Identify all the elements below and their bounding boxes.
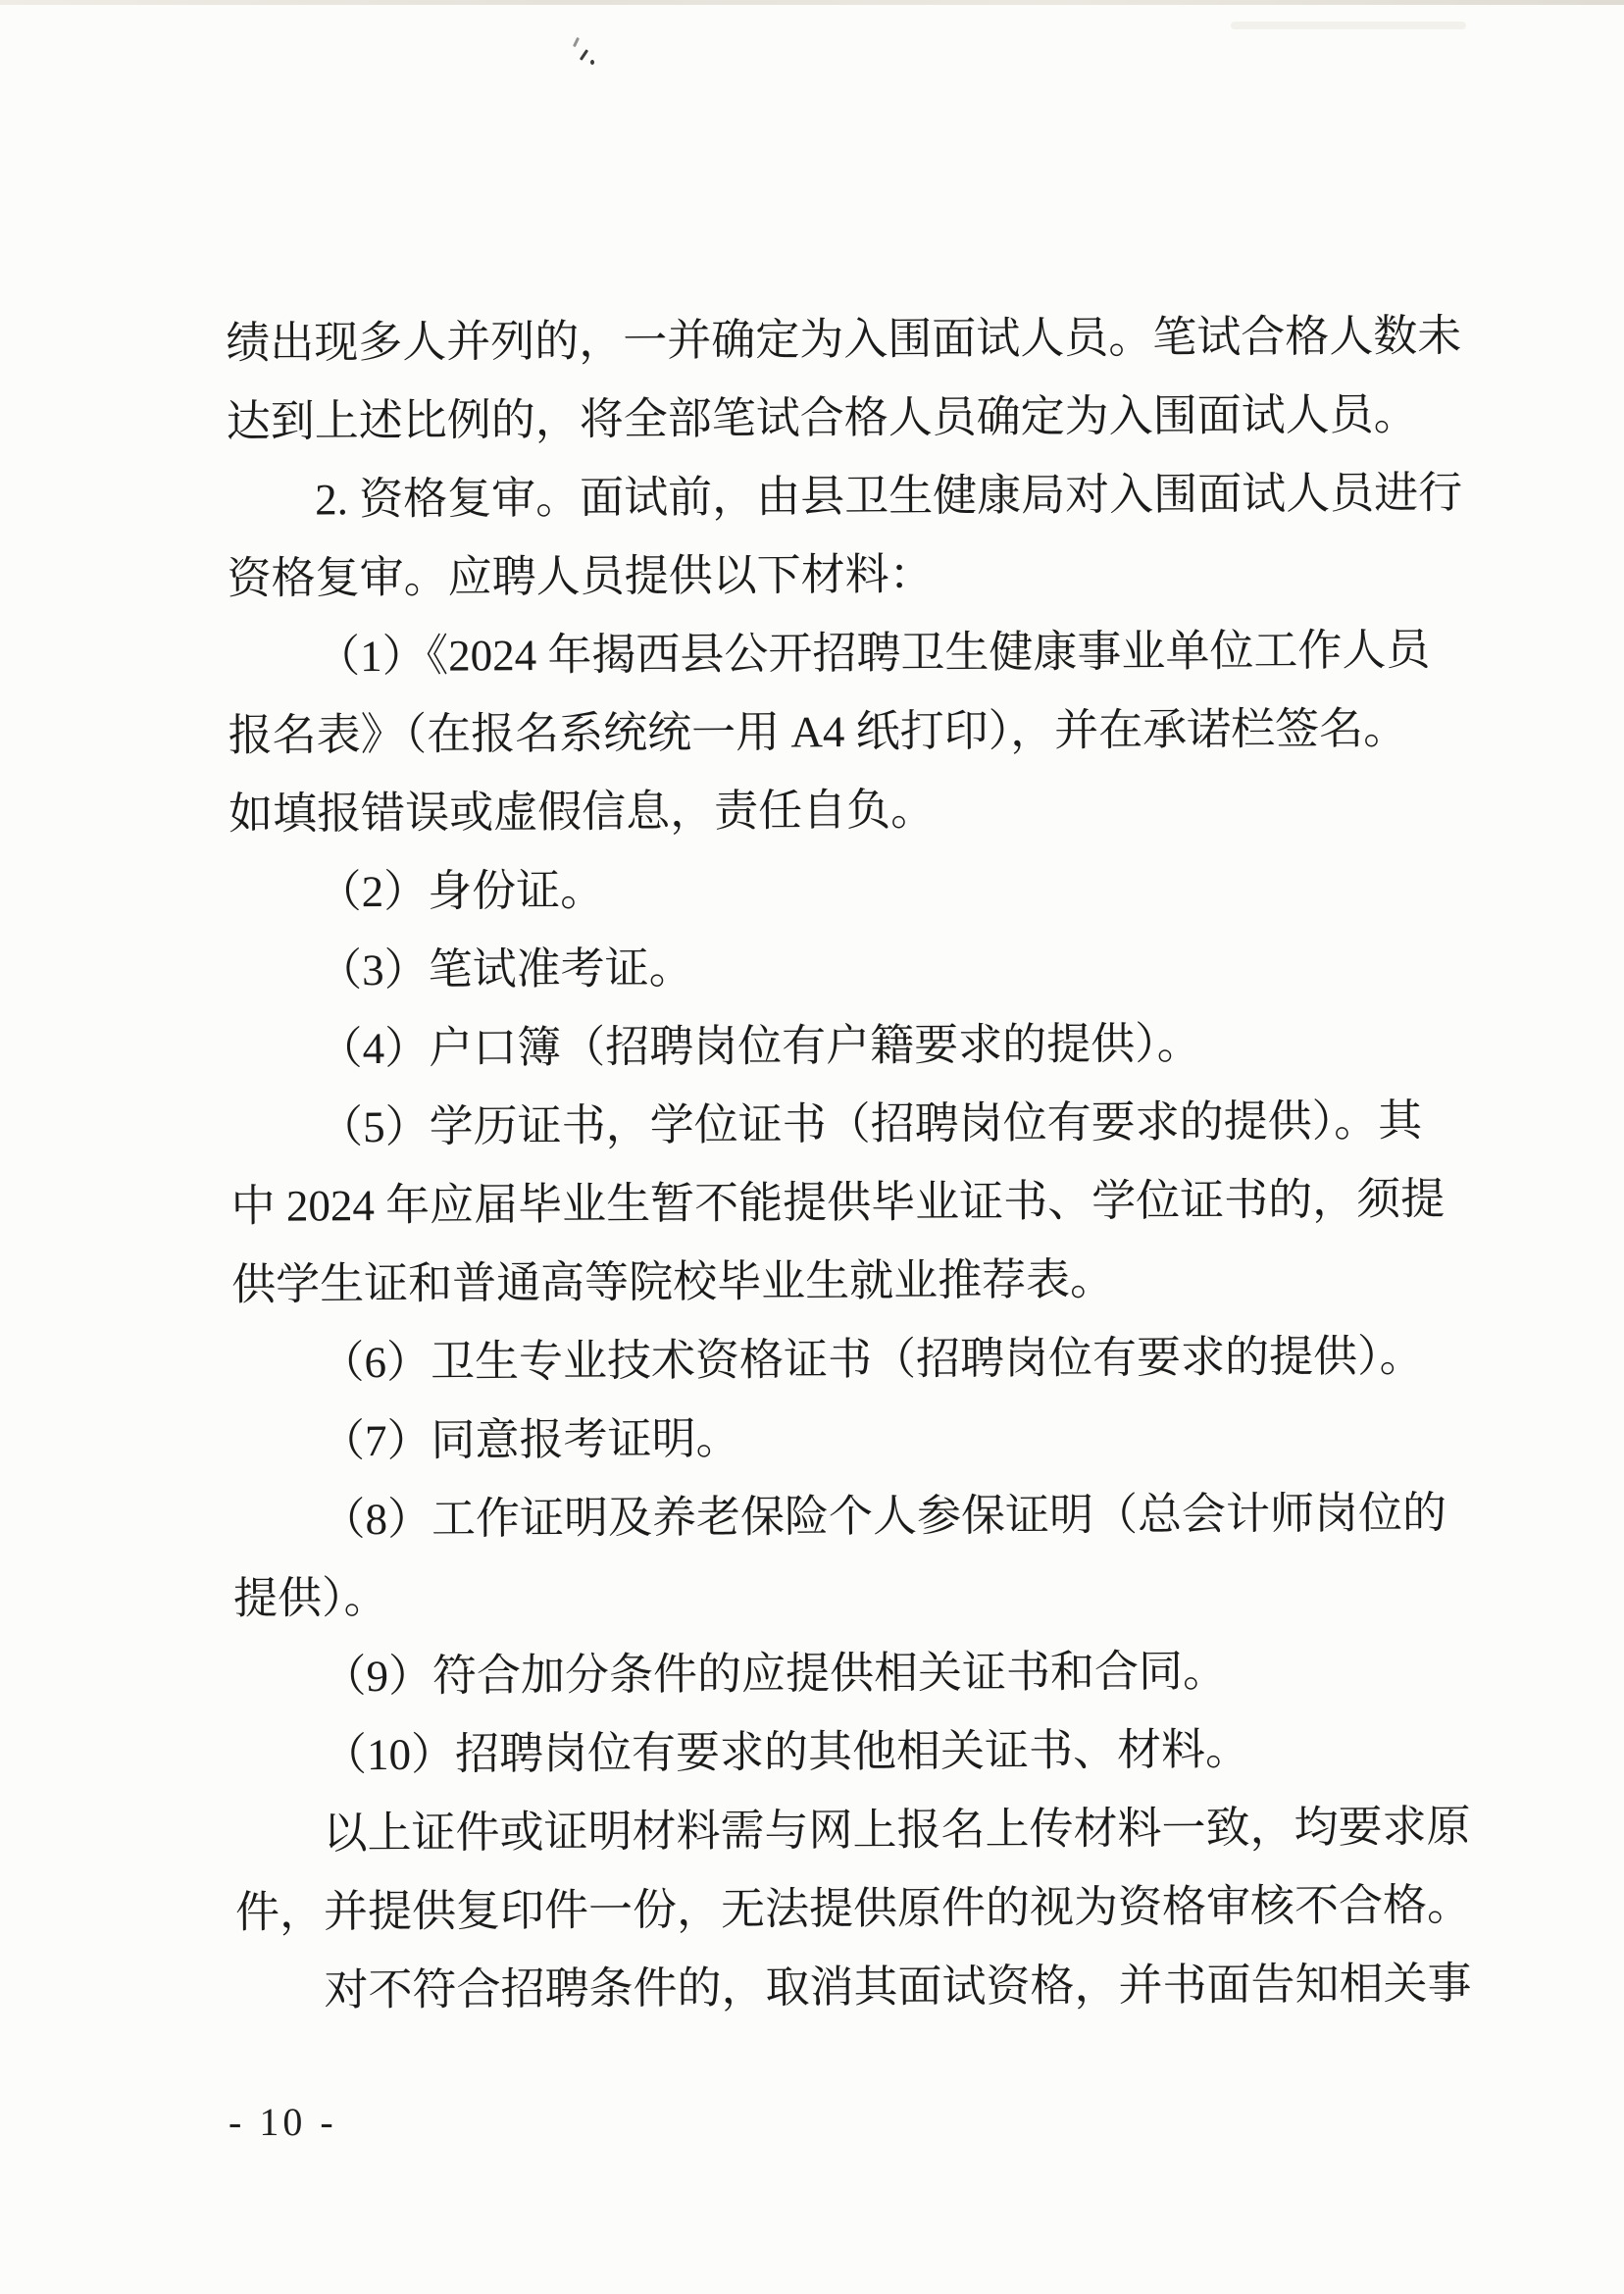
document-body-text (226, 296, 1501, 2030)
scan-edge-band (0, 0, 1624, 5)
text-line: 对不符合招聘条件的，取消其面试资格，并书面告知相关事 (324, 1959, 1472, 2015)
text-line: （2）身份证。 (317, 865, 605, 917)
text-line: 达到上述比例的，将全部笔试合格人员确定为入围面试人员。 (226, 389, 1418, 446)
text-line: （7）同意报考证明。 (320, 1413, 740, 1466)
text-line: 2. 资格复审。面试前，由县卫生健康局对入围面试人员进行 (315, 468, 1463, 525)
text-line: （10）招聘岗位有要求的其他相关证书、材料。 (322, 1724, 1250, 1780)
text-line: （8）工作证明及养老保险个人参保证明（总会计师岗位的 (321, 1488, 1447, 1545)
text-line: 资格复审。应聘人员提供以下材料： (227, 549, 934, 603)
text-line: 以上证件或证明材料需与网上报名上传材料一致，均要求原 (323, 1802, 1471, 1859)
page-number: - 10 - (228, 2100, 337, 2144)
text-line: （3）笔试准考证。 (317, 943, 693, 995)
text-line: 件，并提供复印件一份，无法提供原件的视为资格审核不合格。 (234, 1880, 1472, 1937)
text-line: （4）户口簿（招聘岗位有户籍要求的提供）。 (318, 1018, 1201, 1074)
text-line: （5）学历证书，学位证书（招聘岗位有要求的提供）。其 (318, 1096, 1423, 1152)
text-line: 如填报错误或虚假信息，责任自负。 (228, 785, 936, 839)
text-line: （6）卫生专业技术资格证书（招聘岗位有要求的提供）。 (320, 1331, 1424, 1388)
text-line: 绩出现多人并列的，一并确定为入围面试人员。笔试合格人数未 (226, 311, 1462, 368)
text-line: （9）符合加分条件的应提供相关证书和合同。 (322, 1646, 1228, 1702)
text-line: 供学生证和普通高等院校毕业生就业推荐表。 (230, 1254, 1115, 1309)
text-line: 报名表》（在报名系统统一用 A4 纸打印），并在承诺栏签名。 (228, 703, 1408, 760)
ink-speck (580, 49, 588, 61)
text-line: 提供）。 (232, 1573, 388, 1623)
text-line: 中 2024 年应届毕业生暂不能提供毕业证书、学位证书的，须提 (230, 1174, 1446, 1231)
text-line: （1）《2024 年揭西县公开招聘卫生健康事业单位工作人员 (316, 625, 1431, 682)
scan-smudge (1231, 22, 1466, 29)
ink-speck (573, 37, 580, 47)
ink-speck (590, 60, 594, 65)
